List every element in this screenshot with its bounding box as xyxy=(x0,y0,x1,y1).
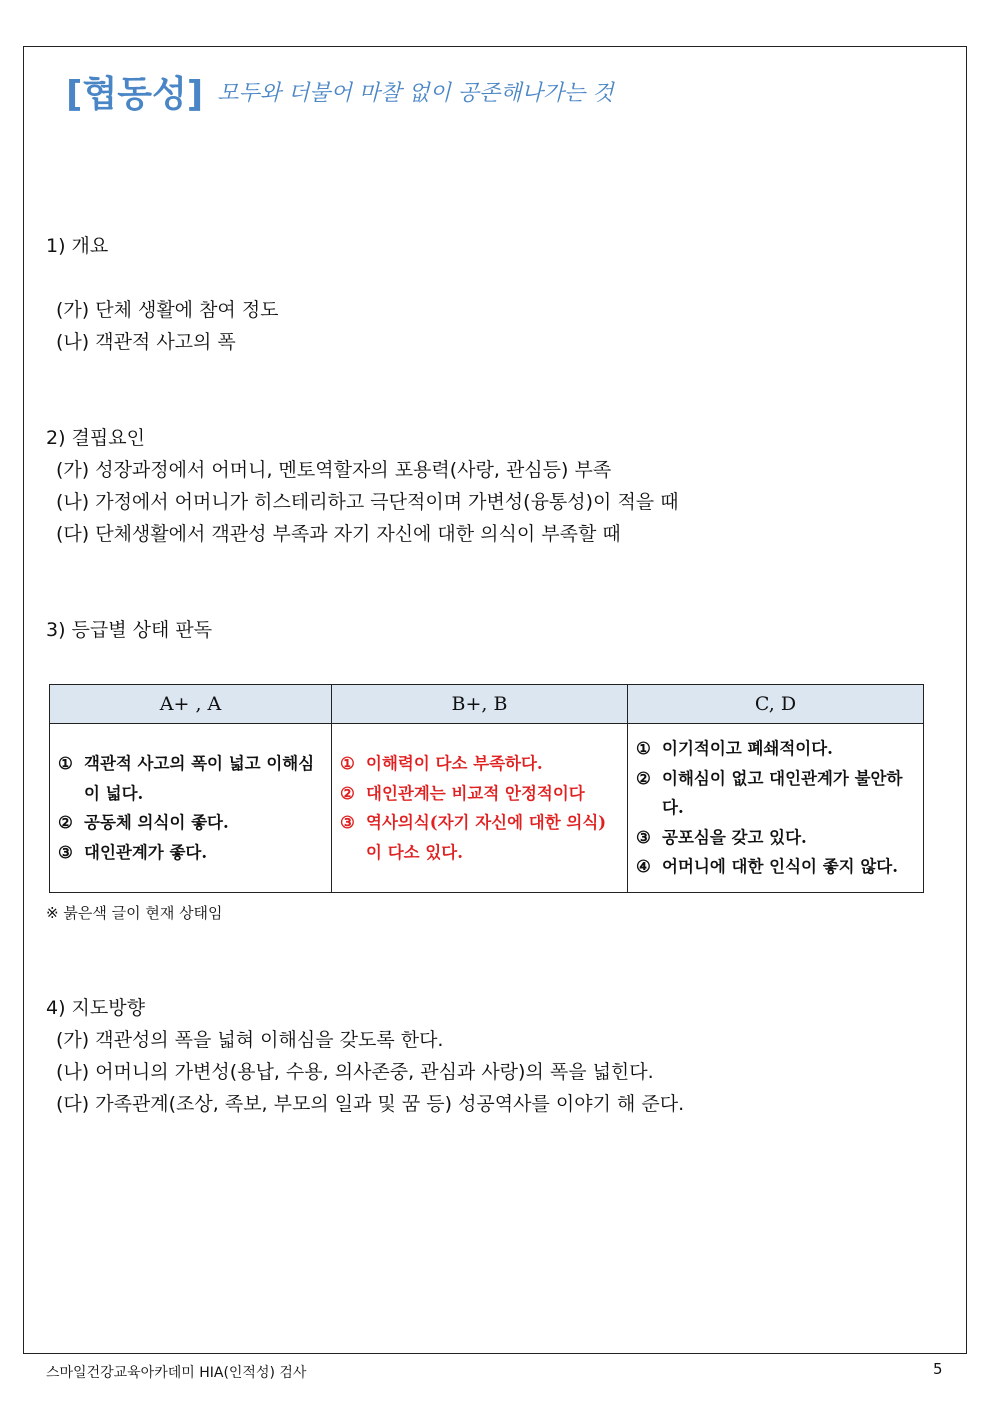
section-4-line: (가) 객관성의 폭을 넓혀 이해심을 갖도록 한다. xyxy=(56,1029,444,1051)
item-text: 공포심을 갖고 있다. xyxy=(662,827,807,847)
item-text: 대인관계가 좋다. xyxy=(84,842,208,862)
item-text: 대인관계는 비교적 안정적이다 xyxy=(366,783,585,803)
item-text: 역사의식(자기 자신에 대한 의식)이 다소 있다. xyxy=(366,813,607,862)
item-number: ③ xyxy=(636,827,651,847)
grade-item xyxy=(340,779,619,809)
item-text: 객관적 사고의 폭이 넓고 이해심이 넓다. xyxy=(84,754,315,803)
section-4-line: (다) 가족관계(조상, 족보, 부모의 일과 및 꿈 등) 성공역사를 이야기 해 준다. xyxy=(56,1093,685,1115)
section-2-heading: 2) 결핍요인 xyxy=(46,427,145,449)
grade-item xyxy=(58,808,323,838)
item-number: ② xyxy=(340,783,355,803)
item-text: 이기적이고 폐쇄적이다. xyxy=(662,739,833,759)
item-number: ① xyxy=(636,739,651,759)
item-text: 공동체 의식이 좋다. xyxy=(84,813,229,832)
grade-item xyxy=(636,734,915,764)
section-4-heading: 4) 지도방향 xyxy=(46,997,145,1019)
item-text: 이해력이 다소 부족하다. xyxy=(366,754,543,773)
grade-item xyxy=(58,749,323,808)
item-number: ② xyxy=(58,813,73,832)
section-1-line: (나) 객관적 사고의 폭 xyxy=(56,331,236,353)
header-grade-b: B+, B xyxy=(332,685,628,724)
footer-text: 스마일건강교육아카데미 HIA(인적성) 검사 xyxy=(46,1365,307,1381)
section-1-heading: 1) 개요 xyxy=(46,235,109,257)
item-text: 이해심이 없고 대인관계가 불안하다. xyxy=(662,768,903,818)
grade-table xyxy=(49,684,924,893)
grade-item xyxy=(636,764,915,823)
item-number: ③ xyxy=(340,813,355,832)
grade-item xyxy=(340,808,619,867)
section-1-line: (가) 단체 생활에 참여 정도 xyxy=(56,299,279,321)
item-number: ① xyxy=(58,754,73,773)
grade-item xyxy=(58,838,323,868)
header-grade-a: A+ , A xyxy=(50,685,332,724)
item-text: 어머니에 대한 인식이 좋지 않다. xyxy=(662,857,898,877)
title-subtitle: 모두와 더불어 마찰 없이 공존해나가는 것 xyxy=(217,81,614,106)
table-note: ※ 붉은색 글이 현재 상태임 xyxy=(46,904,223,922)
grade-item xyxy=(340,749,619,779)
page-number: 5 xyxy=(933,1360,943,1378)
grade-b-cell xyxy=(332,724,628,893)
item-number: ① xyxy=(340,754,355,773)
grade-item xyxy=(636,852,915,882)
grade-c-cell xyxy=(628,724,924,893)
item-number: ③ xyxy=(58,842,73,862)
section-4-line: (나) 어머니의 가변성(용납, 수용, 의사존중, 관심과 사랑)의 폭을 넓힌다. xyxy=(56,1061,654,1083)
section-3-heading: 3) 등급별 상태 판독 xyxy=(46,619,213,641)
section-2-line: (다) 단체생활에서 객관성 부족과 자기 자신에 대한 의식이 부족할 때 xyxy=(56,523,621,545)
header-grade-c: C, D xyxy=(628,685,924,724)
item-number: ④ xyxy=(636,857,651,877)
page-title xyxy=(66,66,614,117)
title-main: [협동성] xyxy=(66,74,204,115)
item-number: ② xyxy=(636,768,651,788)
grade-table-row xyxy=(50,724,924,893)
grade-item xyxy=(636,823,915,853)
section-2-line: (나) 가정에서 어머니가 히스테리하고 극단적이며 가변성(융통성)이 적을 때 xyxy=(56,491,679,513)
grade-table-header-row xyxy=(50,685,924,724)
section-2-line: (가) 성장과정에서 어머니, 멘토역할자의 포용력(사랑, 관심등) 부족 xyxy=(56,459,612,481)
grade-a-cell xyxy=(50,724,332,893)
